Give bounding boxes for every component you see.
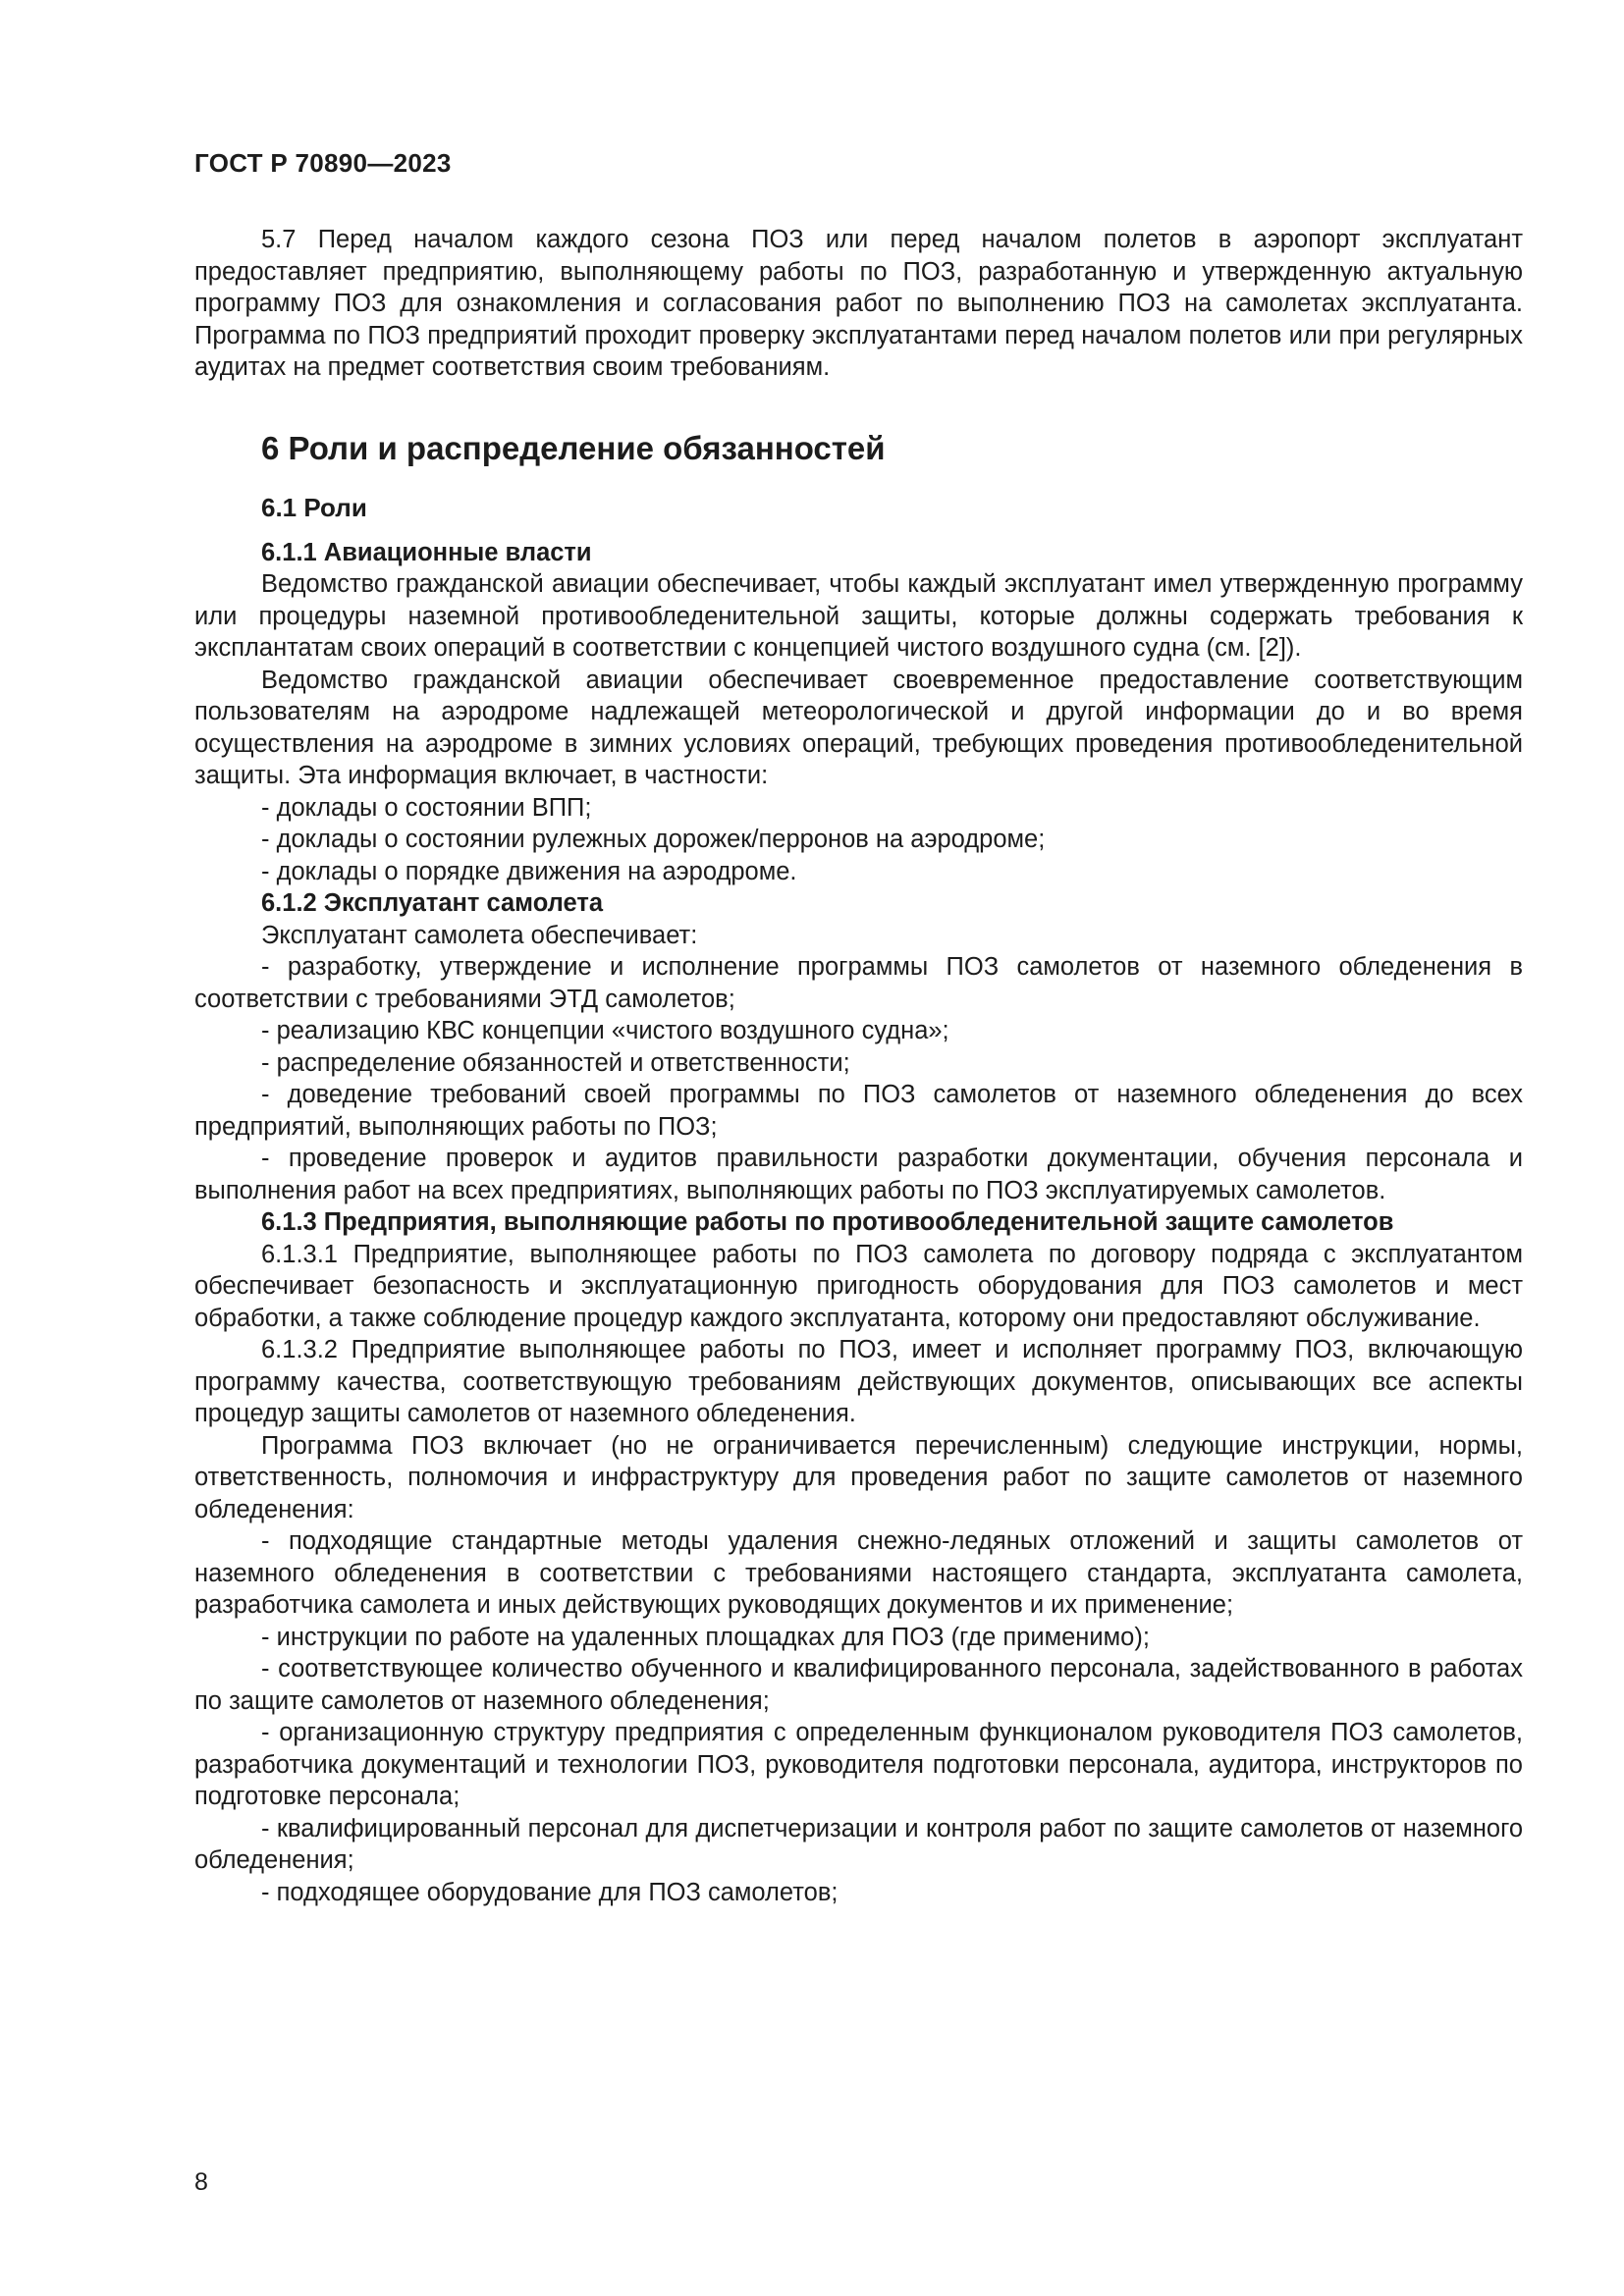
list-item: - доклады о порядке движения на аэродроме. <box>261 857 797 885</box>
paragraph-6-1-3-program: Программа ПОЗ включает (но не ограничивается перечисленным) следующие инструкции, нормы, ответственность, полномочия и инфраструктуру для проведения работ по защите самолетов от наземного обледенения: <box>194 1431 1523 1523</box>
paragraph-5-7: 5.7 Перед началом каждого сезона ПОЗ или перед началом полетов в аэропорт эксплуатант предоставляет предприятию, выполняющему работы по ПОЗ, разработанную и утвержденную актуальную программу ПОЗ для ознакомления и согласования работ по выполнению ПОЗ на самолетах эксплуатанта. Программа по ПОЗ предприятий проходит проверку эксплуатантами перед началом полетов или при регулярных аудитах на предмет соответствия своим требованиям. <box>194 226 1523 381</box>
section-6-1-2-title: 6.1.2 Эксплуатант самолета <box>261 889 604 917</box>
list-item: - организационную структуру предприятия с определенным функционалом руководителя ПОЗ самолетов, разработчика документаций и технологии ПОЗ, руководителя подготовки персонала, аудитора, инструкторов по подготовке персонала; <box>194 1719 1523 1810</box>
list-item: - разработку, утверждение и исполнение программы ПОЗ самолетов от наземного обледенения в соответствии с требованиями ЭТД самолетов; <box>194 953 1523 1013</box>
section-6-1-title: 6.1 Роли <box>261 492 367 522</box>
page-number: 8 <box>194 2168 208 2196</box>
paragraph-6-1-2-intro: Эксплуатант самолета обеспечивает: <box>261 921 698 949</box>
list-item: - доклады о состоянии рулежных дорожек/перронов на аэродроме; <box>261 826 1046 853</box>
paragraph-6-1-1-a: Ведомство гражданской авиации обеспечивает, чтобы каждый эксплуатант имел утвержденную программу или процедуры наземной противообледенительной защиты, которые должны содержать требования к эксплантатам своих операций в соответствии с концепцией чистого воздушного судна (см. [2]). <box>194 570 1523 662</box>
section-6-1-3-title: 6.1.3 Предприятия, выполняющие работы по противообледенительной защите самолетов <box>261 1208 1394 1236</box>
document-body <box>194 224 1523 1908</box>
list-item: - квалифицированный персонал для диспетчеризации и контроля работ по защите самолетов от наземного обледенения; <box>194 1814 1523 1874</box>
paragraph-6-1-1-b: Ведомство гражданской авиации обеспечивает своевременное предоставление соответствующим пользователям на аэродроме надлежащей метеорологической и другой информации до и во время осуществления на аэродроме в зимних условиях операций, требующих проведения противообледенительной защиты. Эта информация включает, в частности: <box>194 666 1523 789</box>
list-item: - распределение обязанностей и ответственности; <box>261 1048 850 1077</box>
list-item: - подходящее оборудование для ПОЗ самолетов; <box>261 1878 839 1906</box>
list-item: - реализацию КВС концепции «чистого воздушного судна»; <box>261 1017 949 1044</box>
document-header: ГОСТ Р 70890—2023 <box>194 148 452 178</box>
list-item: - проведение проверок и аудитов правильности разработки документации, обучения персонала и выполнения работ на всех предприятиях, выполняющих работы по ПОЗ эксплуатируемых самолетов. <box>194 1145 1523 1204</box>
list-item: - доклады о состоянии ВПП; <box>261 793 592 822</box>
section-6-1-1-title: 6.1.1 Авиационные власти <box>261 538 592 566</box>
paragraph-6-1-3-1: 6.1.3.1 Предприятие, выполняющее работы по ПОЗ самолета по договору подряда с эксплуатантом обеспечивает безопасность и эксплуатационную пригодность оборудования для ПОЗ самолетов и мест обработки, а также соблюдение процедур каждого эксплуатанта, которому они предоставляют обслуживание. <box>194 1240 1523 1332</box>
list-item: - соответствующее количество обученного и квалифицированного персонала, задействованного в работах по защите самолетов от наземного обледенения; <box>194 1655 1523 1715</box>
section-6-title: 6 Роли и распределение обязанностей <box>261 429 886 466</box>
list-item: - доведение требований своей программы по ПОЗ самолетов от наземного обледенения до всех предприятий, выполняющих работы по ПОЗ; <box>194 1081 1523 1141</box>
list-item: - подходящие стандартные методы удаления снежно-ледяных отложений и защиты самолетов от наземного обледенения в соответствии с требованиями настоящего стандарта, эксплуатанта самолета, разработчика самолета и иных действующих руководящих документов и их применение; <box>194 1527 1523 1619</box>
list-item: - инструкции по работе на удаленных площадках для ПОЗ (где применимо); <box>261 1623 1150 1651</box>
paragraph-6-1-3-2: 6.1.3.2 Предприятие выполняющее работы по ПОЗ, имеет и исполняет программу ПОЗ, включающую программу качества, соответствующую требованиям действующих документов, описывающих все аспекты процедур защиты самолетов от наземного обледенения. <box>194 1336 1523 1427</box>
